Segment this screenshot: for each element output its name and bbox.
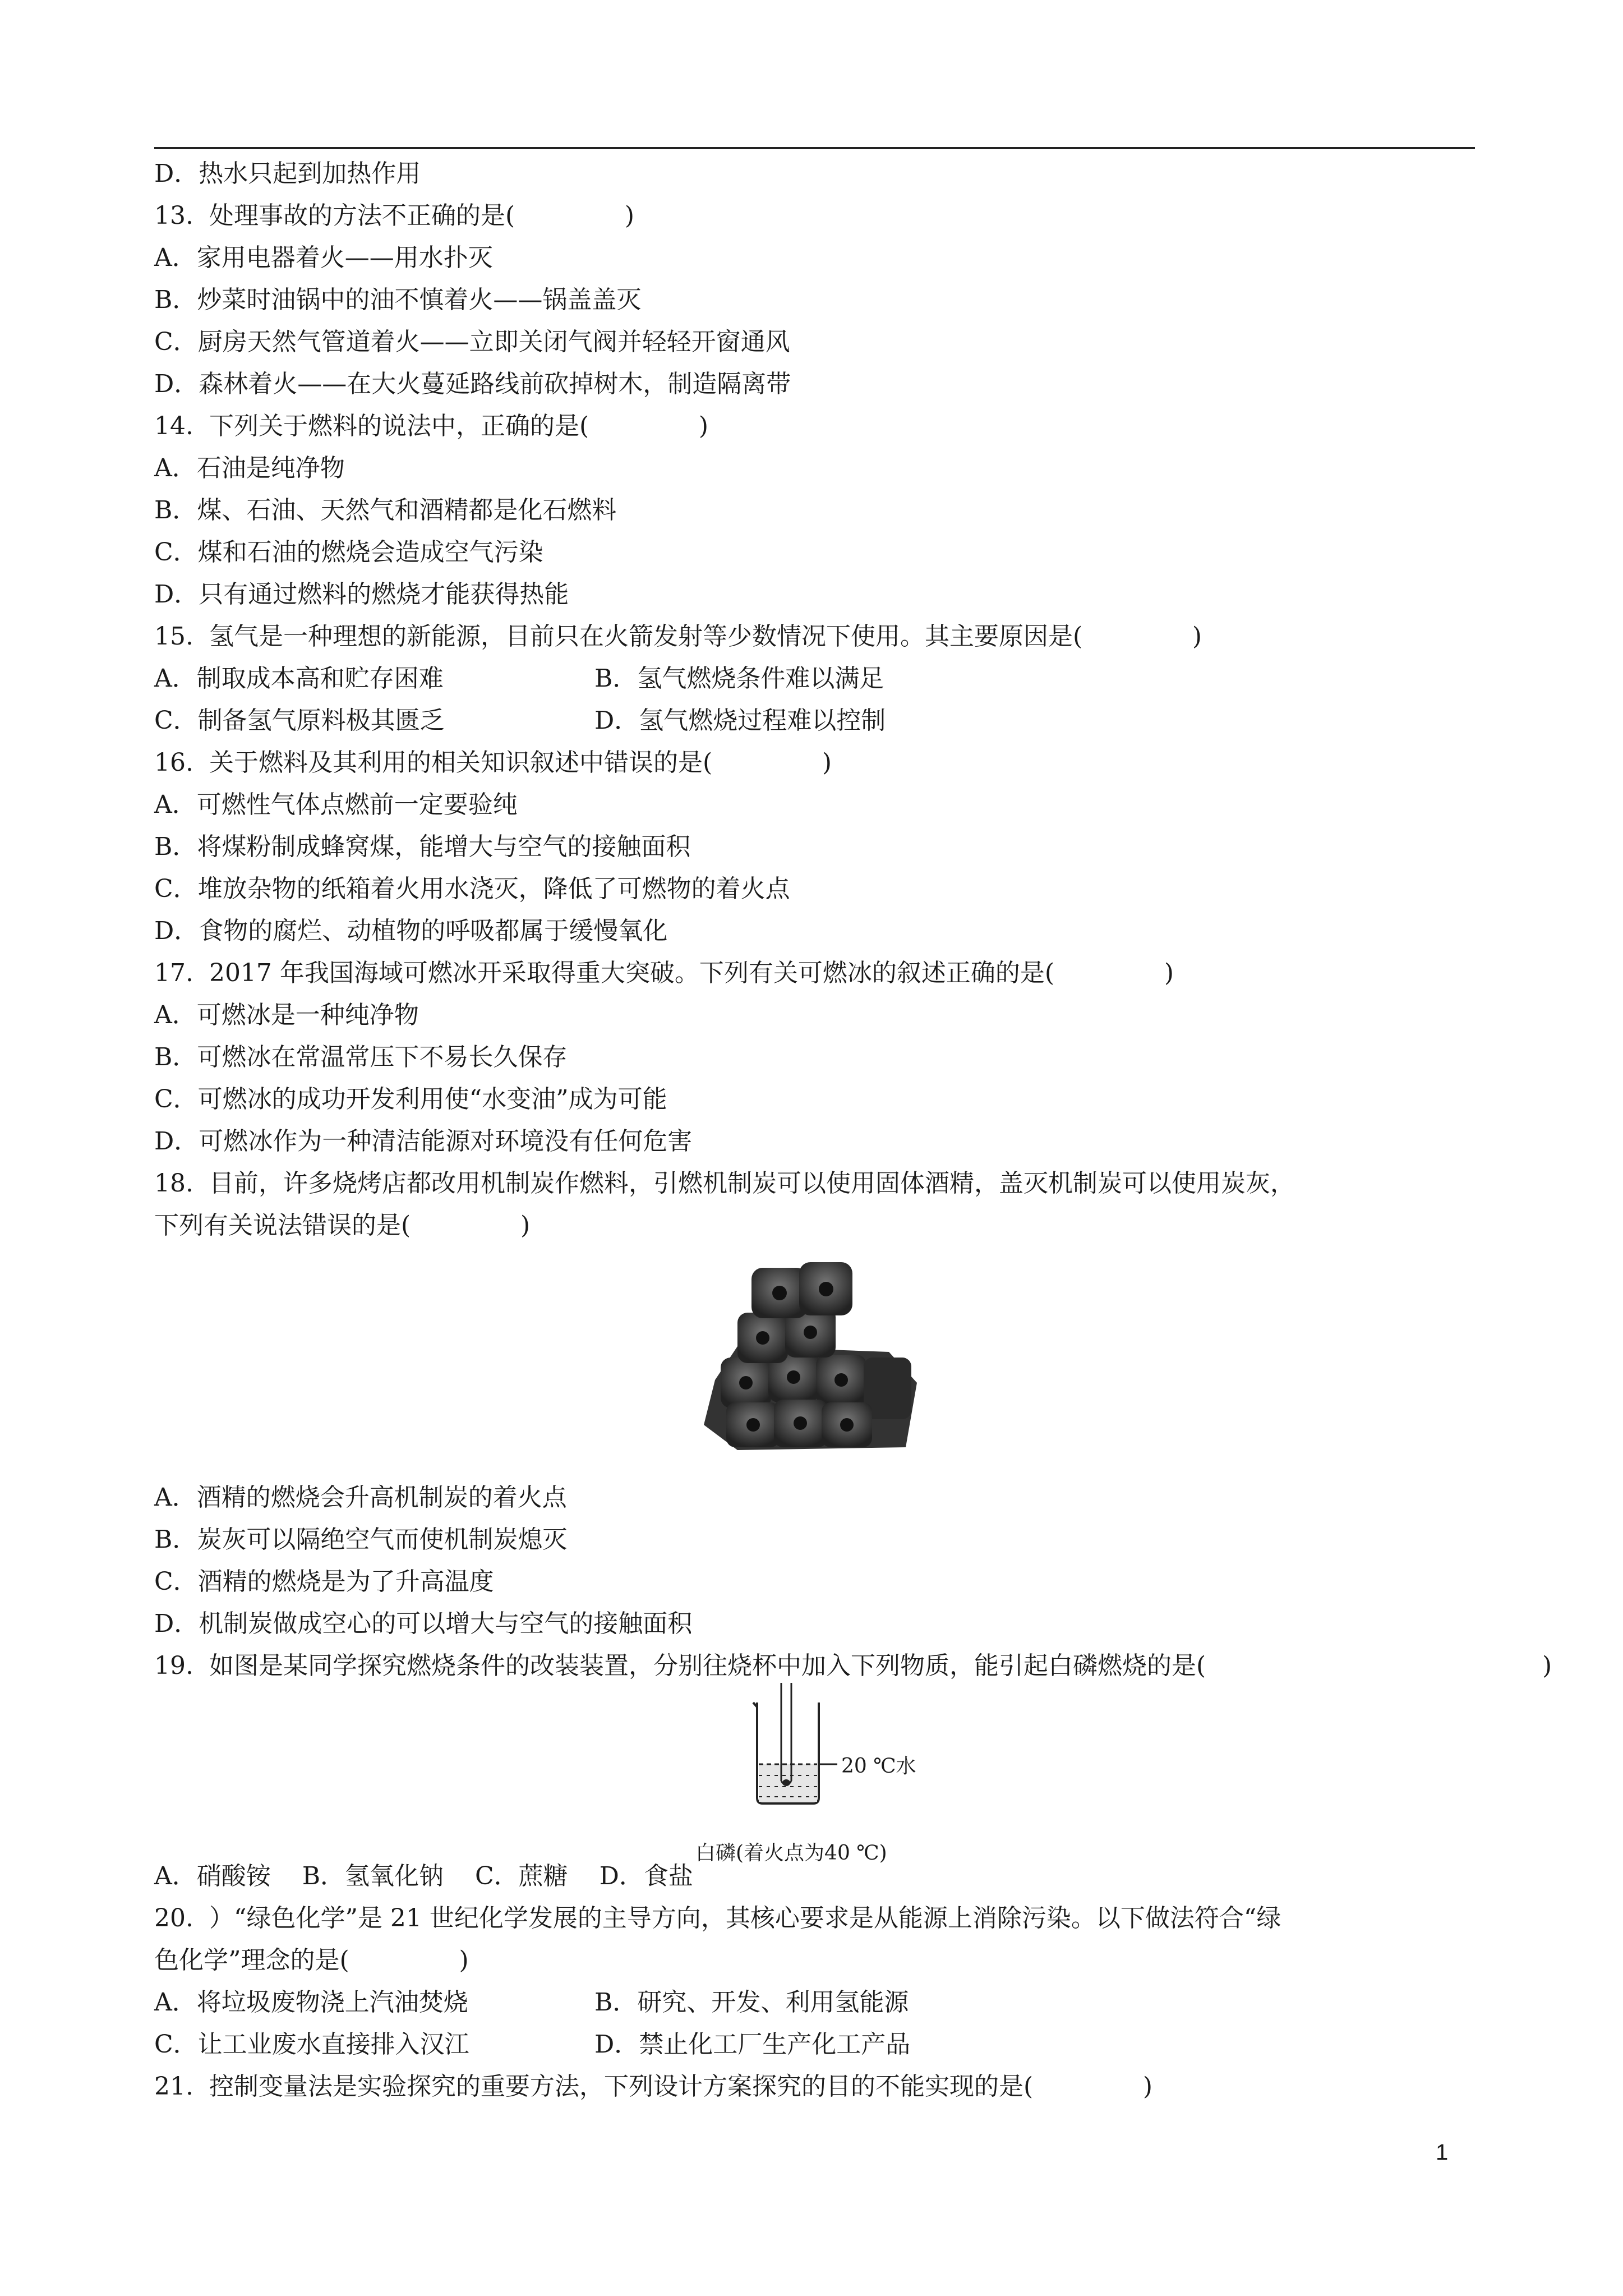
q13-option-d: D．森林着火——在大火蔓延路线前砍掉树木，制造隔离带 [154, 370, 791, 398]
q17-option-b: B．可燃冰在常温常压下不易长久保存 [154, 1043, 568, 1071]
q17-option-c: C．可燃冰的成功开发利用使“水变油”成为可能 [154, 1085, 667, 1114]
q20-option-d: D．禁止化工厂生产化工产品 [594, 2030, 911, 2059]
beaker-diagram [693, 1680, 973, 1865]
q18-option-a: A．酒精的燃烧会升高机制炭的着火点 [154, 1483, 567, 1512]
q13-option-a: A．家用电器着火——用水扑灭 [154, 243, 493, 272]
q14-option-b: B．煤、石油、天然气和酒精都是化石燃料 [154, 496, 617, 524]
q20-stem-line2: 色化学”理念的是( ) [154, 1946, 469, 1975]
q13-option-b: B．炒菜时油锅中的油不慎着火——锅盖盖灭 [154, 286, 642, 314]
q17-stem: 17. 2017 年我国海域可燃冰开采取得重大突破。下列有关可燃冰的叙述正确的是( ) [154, 959, 1174, 987]
q14-option-c: C．煤和石油的燃烧会造成空气污染 [154, 538, 543, 567]
q14-stem: 14. 下列关于燃料的说法中，正确的是( ) [154, 412, 709, 440]
q16-option-b: B．将煤粉制成蜂窝煤，能增大与空气的接触面积 [154, 832, 691, 861]
water-temperature-label: 20 ℃水 [841, 1755, 916, 1778]
q20-option-a: A．将垃圾废物浇上汽油焚烧 [154, 1988, 468, 2017]
q15-stem: 15. 氢气是一种理想的新能源，目前只在火箭发射等少数情况下使用。其主要原因是( ) [154, 622, 1202, 651]
q15-option-c: C．制备氢气原料极其匮乏 [154, 706, 445, 735]
q15-option-a: A．制取成本高和贮存困难 [154, 664, 444, 693]
q18-option-b: B．炭灰可以隔绝空气而使机制炭熄灭 [154, 1525, 568, 1554]
page-number: 1 [1436, 2140, 1449, 2165]
q20-stem-line1: 20. ）“绿色化学”是 21 世纪化学发展的主导方向，其核心要求是从能源上消除污染。以下做法符合“绿 [154, 1904, 1281, 1932]
q18-stem-line2: 下列有关说法错误的是( ) [154, 1211, 531, 1240]
q13-option-c: C．厨房天然气管道着火——立即关闭气阀并轻轻开窗通风 [154, 328, 790, 356]
q17-option-d: D．可燃冰作为一种清洁能源对环境没有任何危害 [154, 1127, 693, 1156]
q16-option-d: D．食物的腐烂、动植物的呼吸都属于缓慢氧化 [154, 917, 668, 945]
q18-stem-line1: 18. 目前，许多烧烤店都改用机制炭作燃料，引燃机制炭可以使用固体酒精，盖灭机制炭可以使用炭灰， [154, 1169, 1295, 1198]
q18-option-c: C．酒精的燃烧是为了升高温度 [154, 1567, 494, 1596]
q13-stem: 13. 处理事故的方法不正确的是( ) [154, 201, 635, 230]
q19-stem: 19. 如图是某同学探究燃烧条件的改装装置，分别往烧杯中加入下列物质，能引起白磷燃烧的是( [154, 1651, 1206, 1680]
q16-stem: 16. 关于燃料及其利用的相关知识叙述中错误的是( ) [154, 748, 832, 777]
q21-stem: 21. 控制变量法是实验探究的重要方法，下列设计方案探究的目的不能实现的是( ) [154, 2072, 1153, 2101]
q15-option-d: D．氢气燃烧过程难以控制 [594, 706, 886, 735]
q12-option-d: D．热水只起到加热作用 [154, 159, 421, 188]
q20-option-b: B．研究、开发、利用氢能源 [594, 1988, 909, 2017]
q16-option-a: A．可燃性气体点燃前一定要验纯 [154, 790, 518, 819]
q19-options: A．硝酸铵 B．氢氧化钠 C．蔗糖 D．食盐 [154, 1862, 693, 1890]
q14-option-a: A．石油是纯净物 [154, 454, 345, 482]
q20-option-c: C．让工业废水直接排入汉江 [154, 2030, 469, 2059]
q18-option-d: D．机制炭做成空心的可以增大与空气的接触面积 [154, 1609, 693, 1638]
charcoal-briquettes-image [704, 1262, 920, 1453]
q19-stem-close-paren: ) [1542, 1651, 1552, 1680]
white-phosphorus-label: 白磷(着火点为40 ℃) [695, 1842, 887, 1865]
q14-option-d: D．只有通过燃料的燃烧才能获得热能 [154, 580, 569, 609]
header-rule [154, 147, 1475, 149]
q17-option-a: A．可燃冰是一种纯净物 [154, 1001, 419, 1029]
q16-option-c: C．堆放杂物的纸箱着火用水浇灭，降低了可燃物的着火点 [154, 875, 790, 903]
q15-option-b: B．氢气燃烧条件难以满足 [594, 664, 884, 693]
